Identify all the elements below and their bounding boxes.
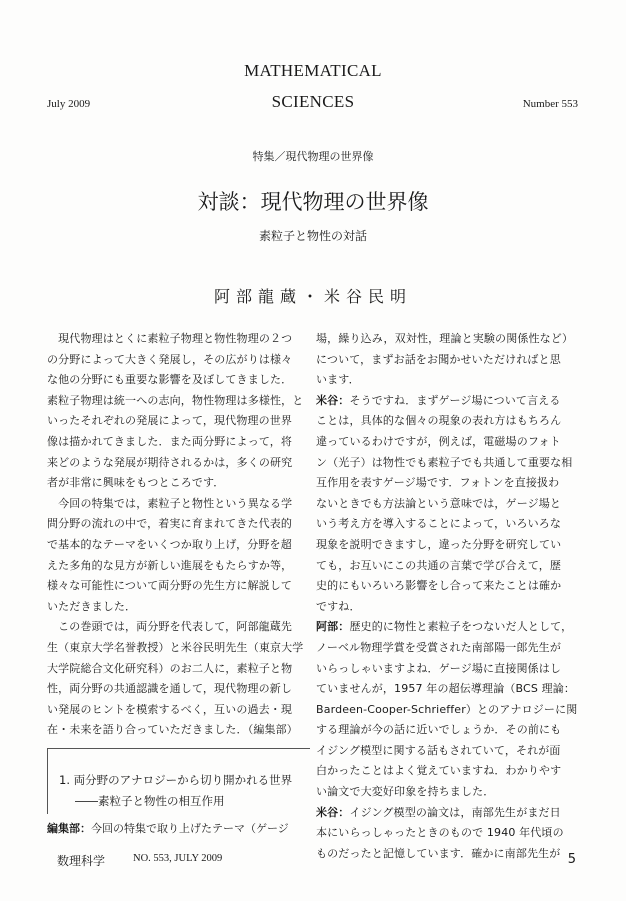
text-line: 様々な可能性について両分野の先生方に解説して: [47, 579, 293, 593]
text-line: [316, 803, 586, 824]
feature-label: 特集／現代物理の世界像: [252, 150, 374, 163]
text-line: [316, 720, 586, 741]
speech-text: 本にいらっしゃったときのもので 1940 年代頃の: [316, 826, 564, 840]
speech-text: ン（光子）は物性でも素粒子でも共通して重要な相: [316, 455, 573, 469]
text-line: [316, 432, 586, 453]
speech-text: います．: [316, 373, 360, 387]
text-line: [316, 597, 586, 618]
text-line: えた多角的な見方が新しい進展をもたらすか等，: [47, 558, 293, 572]
text-line: いったそれぞれの発展によって，現代物理の世界: [47, 414, 293, 428]
text-line: [316, 391, 586, 412]
text-line: [316, 576, 586, 597]
speech-text: ても，お互いにこの共通の言葉で学び合えて，歴: [316, 558, 562, 572]
speech-text: 互作用を表すゲージ場です．フォトンを直接扱わ: [316, 476, 560, 490]
text-line: で基本的なテーマをいくつか取り上げ，分野を超: [47, 537, 292, 551]
text-line: [316, 494, 586, 515]
text-line: [316, 473, 586, 494]
section-heading-box: [47, 748, 310, 814]
issue-number: Number 553: [522, 98, 578, 110]
speaker-label: 米谷：: [316, 805, 350, 819]
text-line: [316, 411, 586, 432]
speech-text: 場，繰り込み，双対性，理論と実験の関係性など）: [316, 332, 574, 345]
text-line: [316, 638, 586, 659]
article-title: 対談：現代物理の世界像: [197, 190, 429, 214]
speech-text: 違っているわけですが，例えば，電磁場のフォト: [316, 434, 561, 448]
text-line: [316, 535, 586, 556]
speech-text: 史的にもいろいろ影響をし合って来たことは確か: [316, 579, 562, 593]
text-line: [316, 741, 586, 762]
speech-text: ですね．: [316, 599, 361, 613]
right-column: [316, 329, 586, 864]
speech-text: 歴史的に物性と素粒子をつないだ人として，: [349, 620, 573, 634]
speaker-label: 米谷：: [316, 393, 350, 407]
text-line: 在・未来を語り合っていただきました．（編集部）: [47, 723, 298, 737]
speech-text: について，まずお話をお聞かせいただければと思: [316, 352, 561, 366]
masthead-title-line2: SCIENCES: [271, 92, 355, 111]
text-line: [316, 370, 586, 391]
speech-text: 今回の特集で取り上げたテーマ（ゲージ: [91, 822, 289, 835]
speech-text: 白かったことはよく覚えていますね．わかりやす: [316, 764, 562, 778]
speech-text: い論文で大変好印象を持ちました．: [316, 785, 495, 799]
text-line: [316, 700, 586, 721]
page-number: 5: [567, 852, 576, 867]
text-line: [316, 329, 586, 350]
text-line: [316, 453, 586, 474]
speech-text: ものだったと記憶しています．確かに南部先生が: [316, 846, 561, 860]
text-line: この巻頭では，両分野を代表して，阿部龍蔵先: [47, 620, 293, 634]
speech-text: 現象を説明できますし，違った分野を研究してい: [316, 537, 562, 551]
text-line: 像は描かれてきました．また両分野によって，将: [47, 434, 293, 448]
text-line: いただきました．: [47, 599, 137, 613]
issue-date: July 2009: [47, 98, 91, 110]
text-line: 来どのような発展が期待されるかは，多くの研究: [47, 455, 293, 469]
text-line: い発展のヒントを模索するべく，互いの過去・現: [47, 702, 293, 716]
text-line: [316, 761, 586, 782]
left-column: [47, 329, 310, 741]
masthead-title-line1: MATHEMATICAL: [244, 61, 382, 80]
text-line: 大学院総合文化研究科）のお二人に，素粒子と物: [47, 661, 293, 675]
footer-issue: NO. 553, JULY 2009: [133, 853, 223, 864]
text-line: [316, 350, 586, 371]
speech-text: ことは，具体的な個々の現象の表れ方はもちろん: [316, 414, 562, 428]
speech-text: いう考え方を導入することによって，いろいろな: [316, 517, 562, 531]
text-line: [316, 823, 586, 844]
article-subtitle: 素粒子と物性の対話: [258, 229, 367, 243]
text-line: [316, 679, 586, 700]
box-top-border: [47, 748, 310, 749]
text-line: な他の分野にも重要な影響を及ぼしてきました．: [47, 373, 293, 387]
article-authors: 阿部龍蔵・米谷民明: [213, 287, 412, 306]
text-line: [316, 556, 586, 577]
text-line: の分野によって大きく発展し，その広がりは様々: [47, 352, 293, 366]
speech-text: する理論が今の話に近いでしょうか．その前にも: [316, 723, 562, 737]
speech-text: イジング模型の論文は，南部先生がまだ日: [349, 805, 561, 819]
text-line: [316, 844, 586, 865]
section-heading: 1. 両分野のアナロジーから切り開かれる世界: [59, 773, 293, 787]
editor-line: [47, 820, 289, 836]
section-subheading: ――素粒子と物性の相互作用: [75, 794, 225, 808]
speech-text: ていませんが，1957 年の超伝導理論（BCS 理論：: [316, 682, 576, 696]
speech-text: ないときでも方法論という意味では，ゲージ場と: [316, 496, 562, 510]
text-line: 者が非常に興味をもつところです．: [47, 476, 225, 490]
speech-text: イジング模型に関する話もされていて，それが面: [316, 743, 561, 757]
speech-text: ノーベル物理学賞を受賞された南部陽一郎先生が: [316, 640, 561, 654]
speech-text: いらっしゃいますよね．ゲージ場に直接関係はし: [316, 661, 562, 675]
text-line: 素粒子物理は統一への志向，物性物理は多様性，と: [47, 393, 304, 407]
speaker-label: 阿部：: [316, 620, 350, 634]
footer-journal-name: 数理科学: [57, 854, 106, 868]
speech-text: そうですね．まずゲージ場について言える: [349, 393, 561, 407]
text-line: [316, 617, 586, 638]
text-line: 問分野の流れの中で，着実に育まれてきた代表的: [47, 517, 293, 531]
text-line: [316, 782, 586, 803]
text-line: 今回の特集では，素粒子と物性という異なる学: [47, 496, 293, 510]
box-left-border: [47, 748, 48, 814]
speech-text: Bardeen-Cooper-Schrieffer）とのアナロジーに関: [316, 702, 578, 716]
text-line: [316, 514, 586, 535]
text-line: 生（東京大学名誉教授）と米谷民明先生（東京大学: [47, 640, 304, 654]
text-line: [316, 659, 586, 680]
text-line: 性，両分野の共通認識を通して，現代物理の新し: [47, 682, 293, 696]
speaker-label: 編集部：: [47, 822, 91, 835]
text-line: 現代物理はとくに素粒子物理と物性物理の２つ: [47, 332, 293, 345]
